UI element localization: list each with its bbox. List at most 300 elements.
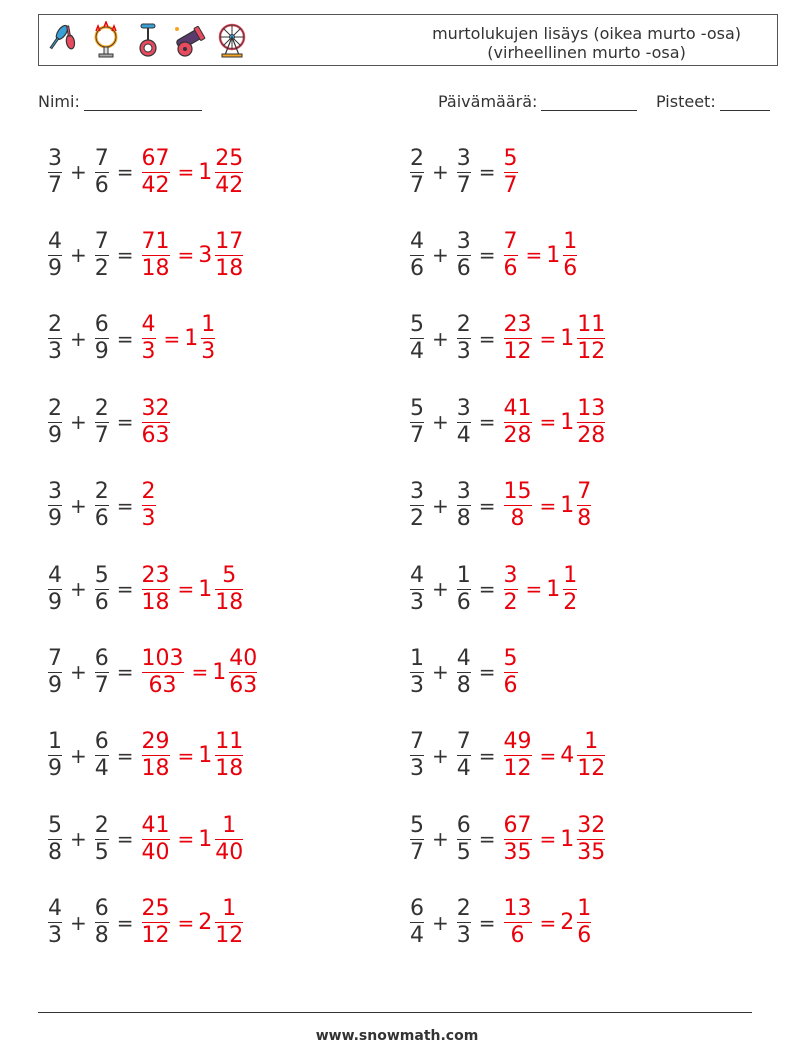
denominator: 8 <box>510 506 525 532</box>
numerator: 6 <box>94 645 109 671</box>
answer-whole-number: 3 <box>198 242 213 268</box>
answer-improper-fraction <box>142 229 170 282</box>
numerator: 5 <box>48 812 62 838</box>
numerator: 32 <box>141 395 170 421</box>
numerator: 32 <box>577 812 606 838</box>
fire-hoop-icon <box>87 21 125 59</box>
equals-sign: = <box>116 577 134 601</box>
denominator: 3 <box>48 923 62 949</box>
numerator: 23 <box>141 562 170 588</box>
addend-fraction <box>95 229 109 282</box>
addend-fraction <box>48 312 62 365</box>
numerator: 71 <box>141 228 170 254</box>
numerator: 11 <box>215 729 244 755</box>
plus-sign: + <box>432 743 449 768</box>
numerator: 1 <box>222 812 237 838</box>
denominator: 7 <box>94 672 109 698</box>
denominator: 4 <box>410 923 424 949</box>
denominator: 6 <box>456 589 471 615</box>
denominator: 18 <box>215 589 244 615</box>
answer-improper-fraction <box>504 646 518 699</box>
equals-sign: = <box>116 660 134 685</box>
numerator: 2 <box>141 479 156 505</box>
problem-item <box>408 640 520 704</box>
denominator: 35 <box>503 839 532 865</box>
denominator: 7 <box>410 172 424 198</box>
numerator: 4 <box>456 645 471 671</box>
plus-sign: + <box>70 910 87 935</box>
name-blank[interactable] <box>84 96 202 111</box>
denominator: 40 <box>215 839 244 865</box>
equals-sign: = <box>116 160 134 184</box>
denominator: 18 <box>141 589 170 615</box>
answer-improper-fraction <box>504 563 518 616</box>
numerator: 2 <box>456 896 471 922</box>
numerator: 4 <box>48 896 62 922</box>
numerator: 13 <box>577 395 606 421</box>
numerator: 4 <box>141 312 156 338</box>
equals-sign: = <box>116 410 134 435</box>
addend-fraction <box>410 646 424 699</box>
numerator: 5 <box>222 562 237 588</box>
answer-improper-fraction <box>504 813 532 866</box>
answer-whole-number: 2 <box>198 910 213 936</box>
numerator: 1 <box>563 562 578 588</box>
numerator: 1 <box>222 896 237 922</box>
numerator: 3 <box>48 145 62 171</box>
numerator: 6 <box>94 896 109 922</box>
numerator: 67 <box>141 145 170 171</box>
answer-improper-fraction <box>504 146 518 199</box>
plus-sign: + <box>432 660 449 685</box>
denominator: 12 <box>503 756 532 782</box>
addend-fraction <box>410 813 424 866</box>
numerator: 2 <box>94 479 109 505</box>
answer-whole-number: 1 <box>546 576 561 602</box>
equals-sign: = <box>478 243 496 268</box>
equals-sign: = <box>116 910 134 935</box>
numerator: 7 <box>94 145 109 171</box>
numerator: 1 <box>48 729 62 755</box>
numerator: 67 <box>503 812 532 838</box>
addend-fraction <box>95 729 109 782</box>
answer-improper-fraction <box>504 312 532 365</box>
denominator: 7 <box>94 422 109 448</box>
numerator: 4 <box>410 562 424 588</box>
date-field[interactable] <box>438 92 637 111</box>
date-label: Päivämäärä: <box>438 92 538 111</box>
equals-sign: = <box>478 410 496 435</box>
equals-sign: = <box>177 243 195 268</box>
problem-item <box>46 807 245 871</box>
answer-improper-fraction <box>142 312 156 365</box>
numerator: 4 <box>48 562 62 588</box>
numerator: 3 <box>456 395 471 421</box>
denominator: 18 <box>141 756 170 782</box>
denominator: 7 <box>456 172 471 198</box>
answer-improper-fraction <box>504 729 532 782</box>
problem-item <box>408 724 607 788</box>
plus-sign: + <box>70 827 87 852</box>
addend-fraction <box>48 563 62 616</box>
denominator: 3 <box>410 589 424 615</box>
plus-sign: + <box>432 160 449 184</box>
denominator: 3 <box>141 506 156 532</box>
denominator: 2 <box>410 506 424 532</box>
answer-improper-fraction <box>142 896 170 949</box>
answer-mixed-fraction <box>215 729 243 782</box>
answer-mixed-fraction <box>577 396 605 449</box>
addend-fraction <box>410 563 424 616</box>
worksheet-header <box>38 14 778 66</box>
denominator: 6 <box>563 255 578 281</box>
addend-fraction <box>48 229 62 282</box>
numerator: 11 <box>577 312 606 338</box>
problem-item <box>46 390 172 454</box>
denominator: 8 <box>456 506 471 532</box>
equals-sign: = <box>177 827 195 852</box>
equals-sign: = <box>539 910 557 935</box>
problem-item <box>408 307 607 371</box>
denominator: 18 <box>215 756 244 782</box>
equals-sign: = <box>478 660 496 685</box>
addend-fraction <box>410 896 424 949</box>
denominator: 12 <box>215 923 244 949</box>
answer-improper-fraction <box>504 396 532 449</box>
numerator: 17 <box>215 228 244 254</box>
answer-whole-number: 1 <box>560 493 575 519</box>
answer-whole-number: 1 <box>198 159 213 185</box>
numerator: 7 <box>577 479 592 505</box>
denominator: 9 <box>48 255 62 281</box>
score-field[interactable] <box>656 92 770 111</box>
problem-item <box>408 140 520 204</box>
unicycle-icon <box>129 21 167 59</box>
plus-sign: + <box>432 326 449 351</box>
numerator: 41 <box>503 395 532 421</box>
numerator: 1 <box>584 729 599 755</box>
addend-fraction <box>457 229 471 282</box>
numerator: 2 <box>48 312 62 338</box>
problem-item <box>408 557 579 621</box>
addend-fraction <box>48 479 62 532</box>
problem-item <box>46 557 245 621</box>
cannon-icon <box>171 21 209 59</box>
equals-sign: = <box>525 243 543 268</box>
addend-fraction <box>95 813 109 866</box>
name-label: Nimi: <box>38 92 80 111</box>
addend-fraction <box>95 396 109 449</box>
equals-sign: = <box>478 910 496 935</box>
answer-whole-number: 1 <box>560 409 575 435</box>
denominator: 7 <box>410 422 424 448</box>
denominator: 3 <box>410 672 424 698</box>
numerator: 2 <box>94 812 109 838</box>
equals-sign: = <box>478 827 496 852</box>
answer-improper-fraction <box>504 479 532 532</box>
equals-sign: = <box>539 326 557 351</box>
problem-item <box>408 807 607 871</box>
answer-improper-fraction <box>504 229 518 282</box>
plus-sign: + <box>432 910 449 935</box>
answer-mixed-fraction <box>215 146 243 199</box>
ferris-wheel-icon <box>213 21 251 59</box>
equals-sign: = <box>539 743 557 768</box>
addend-fraction <box>457 646 471 699</box>
numerator: 2 <box>410 145 424 171</box>
numerator: 7 <box>410 729 424 755</box>
score-blank[interactable] <box>720 96 770 111</box>
denominator: 9 <box>48 672 62 698</box>
date-blank[interactable] <box>541 96 637 111</box>
denominator: 8 <box>456 672 471 698</box>
answer-whole-number: 1 <box>184 326 199 352</box>
denominator: 3 <box>456 923 471 949</box>
answer-mixed-fraction <box>577 312 605 365</box>
denominator: 6 <box>94 589 109 615</box>
problem-item <box>408 891 593 955</box>
denominator: 12 <box>577 339 606 365</box>
problem-item <box>46 140 245 204</box>
equals-sign: = <box>478 326 496 351</box>
plus-sign: + <box>70 326 87 351</box>
juggling-clubs-icon <box>45 21 83 59</box>
header-icons <box>45 21 251 59</box>
answer-mixed-fraction <box>577 729 605 782</box>
denominator: 12 <box>577 756 606 782</box>
plus-sign: + <box>432 410 449 435</box>
denominator: 9 <box>48 756 62 782</box>
numerator: 25 <box>141 896 170 922</box>
denominator: 40 <box>141 839 170 865</box>
denominator: 6 <box>410 255 424 281</box>
answer-mixed-fraction <box>563 563 577 616</box>
numerator: 6 <box>410 896 424 922</box>
numerator: 3 <box>456 479 471 505</box>
addend-fraction <box>48 813 62 866</box>
problem-item <box>46 724 245 788</box>
denominator: 63 <box>229 672 258 698</box>
answer-improper-fraction <box>142 813 170 866</box>
score-label: Pisteet: <box>656 92 716 111</box>
equals-sign: = <box>177 910 195 935</box>
numerator: 3 <box>456 145 471 171</box>
answer-whole-number: 4 <box>560 743 575 769</box>
numerator: 4 <box>410 228 424 254</box>
numerator: 1 <box>201 312 216 338</box>
denominator: 3 <box>48 339 62 365</box>
numerator: 1 <box>563 228 578 254</box>
addend-fraction <box>95 896 109 949</box>
answer-mixed-fraction <box>229 646 257 699</box>
plus-sign: + <box>70 493 87 518</box>
equals-sign: = <box>478 160 496 184</box>
denominator: 28 <box>577 422 606 448</box>
answer-improper-fraction <box>142 146 170 199</box>
problem-item <box>408 474 593 538</box>
answer-mixed-fraction <box>215 563 243 616</box>
answer-improper-fraction <box>142 479 156 532</box>
answer-mixed-fraction <box>577 896 591 949</box>
denominator: 7 <box>410 839 424 865</box>
denominator: 12 <box>503 339 532 365</box>
addend-fraction <box>95 646 109 699</box>
name-field[interactable] <box>38 92 202 111</box>
equals-sign: = <box>525 577 543 601</box>
addend-fraction <box>457 563 471 616</box>
answer-improper-fraction <box>142 729 170 782</box>
numerator: 1 <box>410 645 424 671</box>
denominator: 18 <box>215 255 244 281</box>
addend-fraction <box>95 312 109 365</box>
denominator: 6 <box>456 255 471 281</box>
plus-sign: + <box>70 410 87 435</box>
answer-improper-fraction <box>504 896 532 949</box>
numerator: 1 <box>577 896 592 922</box>
problem-item <box>46 474 158 538</box>
answer-whole-number: 1 <box>198 743 213 769</box>
denominator: 4 <box>456 756 471 782</box>
denominator: 7 <box>48 172 62 198</box>
numerator: 5 <box>503 645 518 671</box>
addend-fraction <box>457 146 471 199</box>
numerator: 3 <box>48 479 62 505</box>
denominator: 8 <box>48 839 62 865</box>
denominator: 3 <box>201 339 216 365</box>
numerator: 6 <box>94 312 109 338</box>
denominator: 2 <box>563 589 578 615</box>
plus-sign: + <box>432 243 449 268</box>
denominator: 63 <box>141 422 170 448</box>
answer-whole-number: 1 <box>212 659 227 685</box>
denominator: 4 <box>456 422 471 448</box>
numerator: 15 <box>503 479 532 505</box>
denominator: 8 <box>94 923 109 949</box>
numerator: 7 <box>48 645 62 671</box>
numerator: 5 <box>410 395 424 421</box>
denominator: 8 <box>577 506 592 532</box>
addend-fraction <box>410 396 424 449</box>
addend-fraction <box>95 479 109 532</box>
problem-item <box>46 223 245 287</box>
equals-sign: = <box>177 160 195 184</box>
numerator: 13 <box>503 896 532 922</box>
addend-fraction <box>457 479 471 532</box>
denominator: 5 <box>94 839 109 865</box>
equals-sign: = <box>177 743 195 768</box>
numerator: 5 <box>410 812 424 838</box>
footer-divider <box>38 1012 752 1013</box>
answer-whole-number: 1 <box>560 326 575 352</box>
equals-sign: = <box>116 493 134 518</box>
numerator: 49 <box>503 729 532 755</box>
denominator: 42 <box>215 172 244 198</box>
denominator: 2 <box>94 255 109 281</box>
equals-sign: = <box>478 743 496 768</box>
addend-fraction <box>410 729 424 782</box>
answer-mixed-fraction <box>201 312 215 365</box>
equals-sign: = <box>478 493 496 518</box>
plus-sign: + <box>70 743 87 768</box>
answer-mixed-fraction <box>563 229 577 282</box>
numerator: 4 <box>48 228 62 254</box>
plus-sign: + <box>70 243 87 268</box>
answer-whole-number: 1 <box>560 826 575 852</box>
denominator: 9 <box>48 589 62 615</box>
denominator: 3 <box>410 756 424 782</box>
answer-mixed-fraction <box>577 479 591 532</box>
answer-whole-number: 1 <box>198 826 213 852</box>
numerator: 5 <box>94 562 109 588</box>
equals-sign: = <box>177 577 195 601</box>
denominator: 42 <box>141 172 170 198</box>
addend-fraction <box>457 896 471 949</box>
addend-fraction <box>457 813 471 866</box>
numerator: 3 <box>410 479 424 505</box>
denominator: 3 <box>456 339 471 365</box>
plus-sign: + <box>70 577 87 601</box>
numerator: 23 <box>503 312 532 338</box>
denominator: 6 <box>510 923 525 949</box>
equals-sign: = <box>163 326 181 351</box>
answer-whole-number: 1 <box>546 242 561 268</box>
denominator: 6 <box>503 672 518 698</box>
addend-fraction <box>48 896 62 949</box>
problem-item <box>408 390 607 454</box>
numerator: 29 <box>141 729 170 755</box>
addend-fraction <box>410 229 424 282</box>
denominator: 12 <box>141 923 170 949</box>
equals-sign: = <box>539 410 557 435</box>
addend-fraction <box>410 312 424 365</box>
plus-sign: + <box>432 827 449 852</box>
numerator: 2 <box>94 395 109 421</box>
denominator: 5 <box>456 839 471 865</box>
addend-fraction <box>48 729 62 782</box>
numerator: 6 <box>94 729 109 755</box>
numerator: 2 <box>48 395 62 421</box>
plus-sign: + <box>432 577 449 601</box>
addend-fraction <box>457 729 471 782</box>
equals-sign: = <box>116 243 134 268</box>
numerator: 5 <box>410 312 424 338</box>
denominator: 6 <box>577 923 592 949</box>
equals-sign: = <box>539 493 557 518</box>
denominator: 9 <box>48 422 62 448</box>
answer-improper-fraction <box>142 646 184 699</box>
equals-sign: = <box>116 827 134 852</box>
denominator: 6 <box>94 172 109 198</box>
numerator: 3 <box>456 228 471 254</box>
problem-item <box>46 307 217 371</box>
equals-sign: = <box>191 660 209 685</box>
denominator: 28 <box>503 422 532 448</box>
denominator: 4 <box>94 756 109 782</box>
numerator: 7 <box>456 729 471 755</box>
problem-item <box>408 223 579 287</box>
footer-url: www.snowmath.com <box>315 1028 479 1044</box>
equals-sign: = <box>539 827 557 852</box>
numerator: 1 <box>456 562 471 588</box>
addend-fraction <box>410 479 424 532</box>
denominator: 6 <box>503 255 518 281</box>
denominator: 18 <box>141 255 170 281</box>
numerator: 6 <box>456 812 471 838</box>
plus-sign: + <box>432 493 449 518</box>
denominator: 9 <box>48 506 62 532</box>
denominator: 2 <box>503 589 518 615</box>
problem-item <box>46 891 245 955</box>
